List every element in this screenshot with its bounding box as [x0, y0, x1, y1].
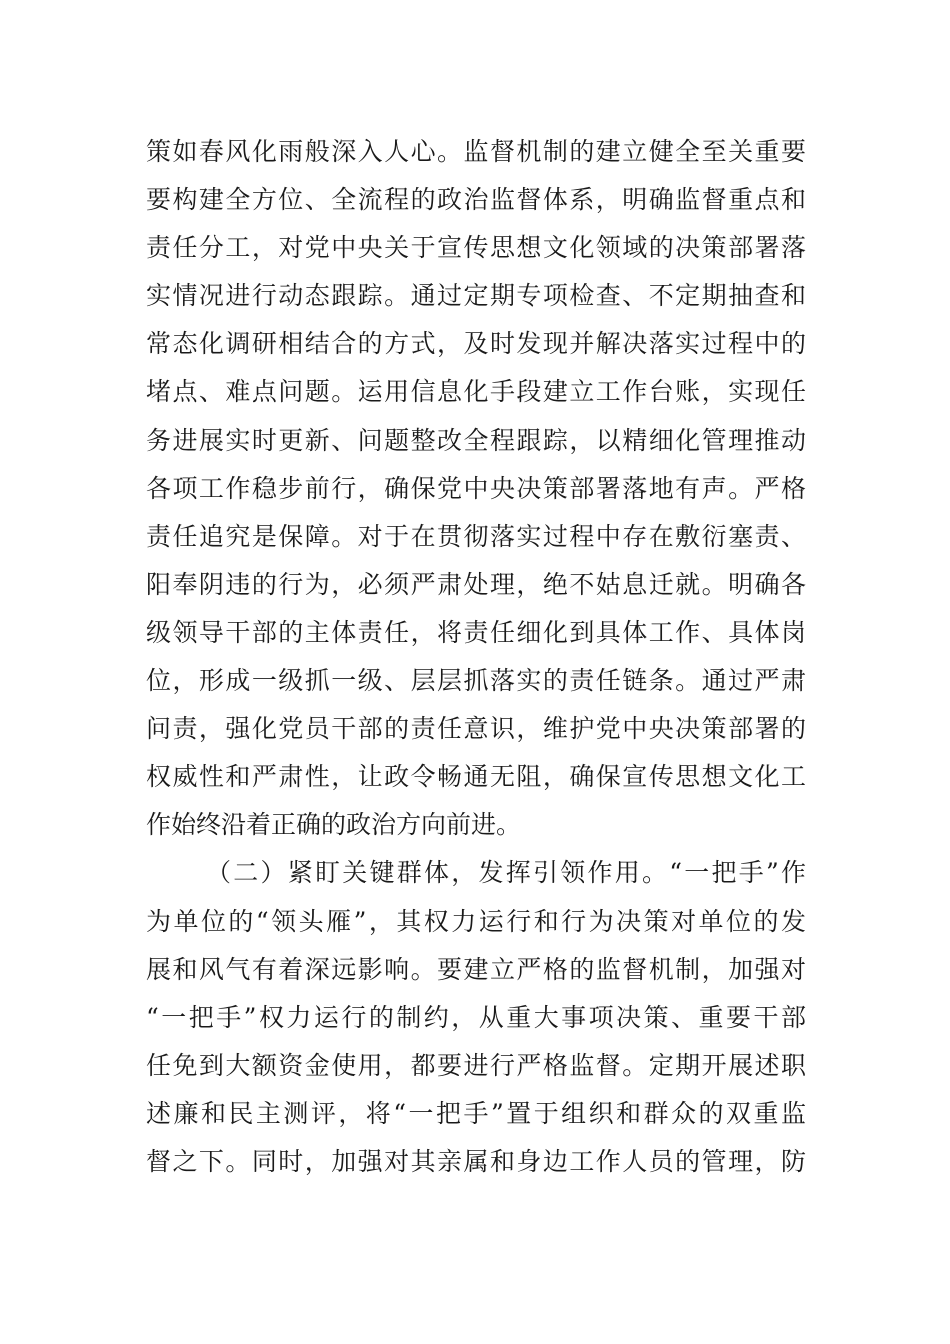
text-line: 阳奉阴违的行为，必须严肃处理，绝不姑息迁就。明确各	[146, 569, 806, 599]
text-line: 各项工作稳步前行，确保党中央决策部署落地有声。严格	[146, 473, 806, 503]
text-line: 策如春风化雨般深入人心。监督机制的建立健全至关重要	[146, 137, 806, 166]
text-line: 责任追究是保障。对于在贯彻落实过程中存在敷衍塞责、	[146, 521, 806, 551]
text-line: 位，形成一级抓一级、层层抓落实的责任链条。通过严肃	[146, 666, 806, 696]
text-line: “一把手”权力运行的制约，从重大事项决策、重要干部	[146, 1002, 806, 1032]
text-line: 问责，强化党员干部的责任意识，维护党中央决策部署的	[146, 714, 806, 744]
text-line: 责任分工，对党中央关于宣传思想文化领域的决策部署落	[146, 233, 806, 263]
text-line: 督之下。同时，加强对其亲属和身边工作人员的管理，防	[146, 1146, 806, 1176]
text-line: 务进展实时更新、问题整改全程跟踪，以精细化管理推动	[146, 425, 806, 455]
body-text	[146, 128, 806, 1186]
text-line: 要构建全方位、全流程的政治监督体系，明确监督重点和	[146, 185, 806, 215]
text-line: 展和风气有着深远影响。要建立严格的监督机制，加强对	[146, 954, 806, 984]
text-line: 堵点、难点问题。运用信息化手段建立工作台账，实现任	[146, 377, 806, 407]
text-line: 实情况进行动态跟踪。通过定期专项检查、不定期抽查和	[146, 281, 806, 311]
text-line: 任免到大额资金使用，都要进行严格监督。定期开展述职	[146, 1050, 806, 1080]
text-line: 为单位的“领头雁”，其权力运行和行为决策对单位的发	[146, 906, 806, 936]
text-line: 级领导干部的主体责任，将责任细化到具体工作、具体岗	[146, 617, 806, 647]
text-line: 述廉和民主测评，将“一把手”置于组织和群众的双重监	[146, 1098, 806, 1128]
section-heading-line: （二）紧盯关键群体，发挥引领作用。“一把手”作	[206, 858, 806, 888]
text-line: 常态化调研相结合的方式，及时发现并解决落实过程中的	[146, 329, 806, 359]
text-line: 权威性和严肃性，让政令畅通无阻，确保宣传思想文化工	[146, 762, 806, 792]
paragraph-end-line: 作始终沿着正确的政治方向前进。	[146, 810, 522, 840]
